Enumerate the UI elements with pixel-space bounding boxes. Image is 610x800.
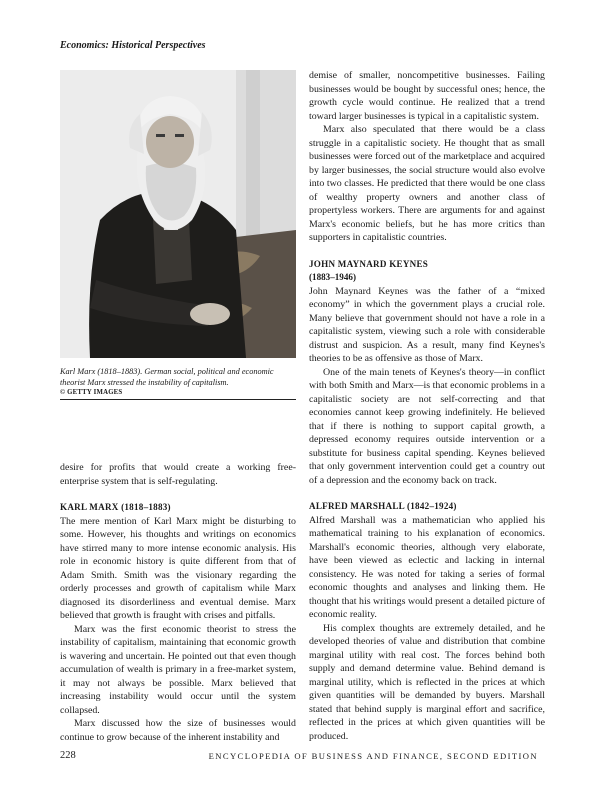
heading-karl-marx: KARL MARX (1818–1883) — [60, 502, 171, 512]
paragraph: Alfred Marshall was a mathematician who applied his mathematical training to his explanation of economics. Marshall's economic theories, although very elaborate, have been viewed as eclectic and lacking in internal consistency. He was noted for taking a series of formal economic thoughts and analyses and linking them. He thought that his writings would present a detailed picture of economic reality. — [309, 514, 545, 620]
heading-keynes: JOHN MAYNARD KEYNES — [309, 258, 429, 269]
keynes-dates: (1883–1946) — [309, 272, 356, 282]
heading-marshall: ALFRED MARSHALL (1842–1924) — [309, 501, 457, 511]
running-title: Economics: Historical Perspectives — [60, 40, 206, 51]
page-number: 228 — [60, 750, 76, 761]
left-column — [60, 461, 296, 744]
portrait-photo — [60, 70, 296, 358]
publication-title: ENCYCLOPEDIA OF BUSINESS AND FINANCE, SECOND EDITION — [208, 751, 538, 761]
paragraph: Marx was the first economic theorist to stress the instability of capitalism, maintaining that economic growth is wavering and uncertain. He pointed out that even though accumulation of wealth is primary in a free-market system, it may not always be possible. Marx believed that increasing instability would occur until the system collapsed. — [60, 623, 296, 716]
paragraph: One of the main tenets of Keynes's theory—in conflict with both Smith and Marx—is that economic problems in a capitalistic society are not self-correcting and that economies cannot keep growing indefinitely. He believed that if there is nothing to support capital growth, a depressed economy requires outside intervention or a substitute for business capital spending. Keynes believed that only government intervention could get a country out of a depression and the economy back on track. — [309, 366, 545, 486]
paragraph: Marx discussed how the size of businesses would continue to grow because of the inherent instability and — [60, 718, 296, 743]
right-column — [309, 69, 545, 743]
paragraph: demise of smaller, noncompetitive businesses. Failing businesses would be bought by successful ones; hence, the growth cycle would continue. He realized that a trend toward larger businesses is typical in a capitalistic system. — [309, 70, 545, 122]
figure-caption: Karl Marx (1818–1883). German social, political and economic theorist Marx stressed the instability of capitalism. — [60, 367, 274, 387]
paragraph: Marx also speculated that there would be a class struggle in a capitalistic society. He thought that as small businesses were forced out of the marketplace and acquired by larger businesses, the social structure would also evolve into two classes. He predicted that there would be one class of wealthy property owners and another class of propertyless workers. There are arguments for and against Marx's economic beliefs, but he has more critics than supporters in capitalistic countries. — [309, 124, 545, 243]
portrait-illustration — [60, 70, 296, 358]
paragraph: His complex thoughts are extremely detailed, and he developed theories of value and distribution that combine marginal utility with real cost. The forces behind both supply and demand determine value. Behind demand is marginal utility, which is reflected in the prices at which given quantities will be demanded by buyers. Marshall stated that behind supply is marginal effort and sacrifice, reflected in the prices at which given quantities will be produced. — [309, 622, 545, 742]
paragraph: The mere mention of Karl Marx might be disturbing to some. However, his thoughts and writings on economics have stirred many to more intense economic analysis. His role in economic history is quite different from that of Adam Smith. Smith was the visionary regarding the orderly processes and growth of capitalism while Marx diagnosed its disorderliness and eventual demise. Marx believed that growth is fraught with crises and pitfalls. — [60, 515, 296, 621]
left-continuation: desire for profits that would create a working free-enterprise system that is self-regulating. — [60, 462, 296, 487]
photo-credit: © GETTY IMAGES — [60, 389, 296, 400]
paragraph: John Maynard Keynes was the father of a “mixed economy” in which the government plays a crucial role. Many believe that government should not have a role in a capitalistic system, viewing such a role with considerable distrust and suspicion. As a result, many find Keynes's theories to be as offensive as those of Marx. — [309, 285, 545, 364]
